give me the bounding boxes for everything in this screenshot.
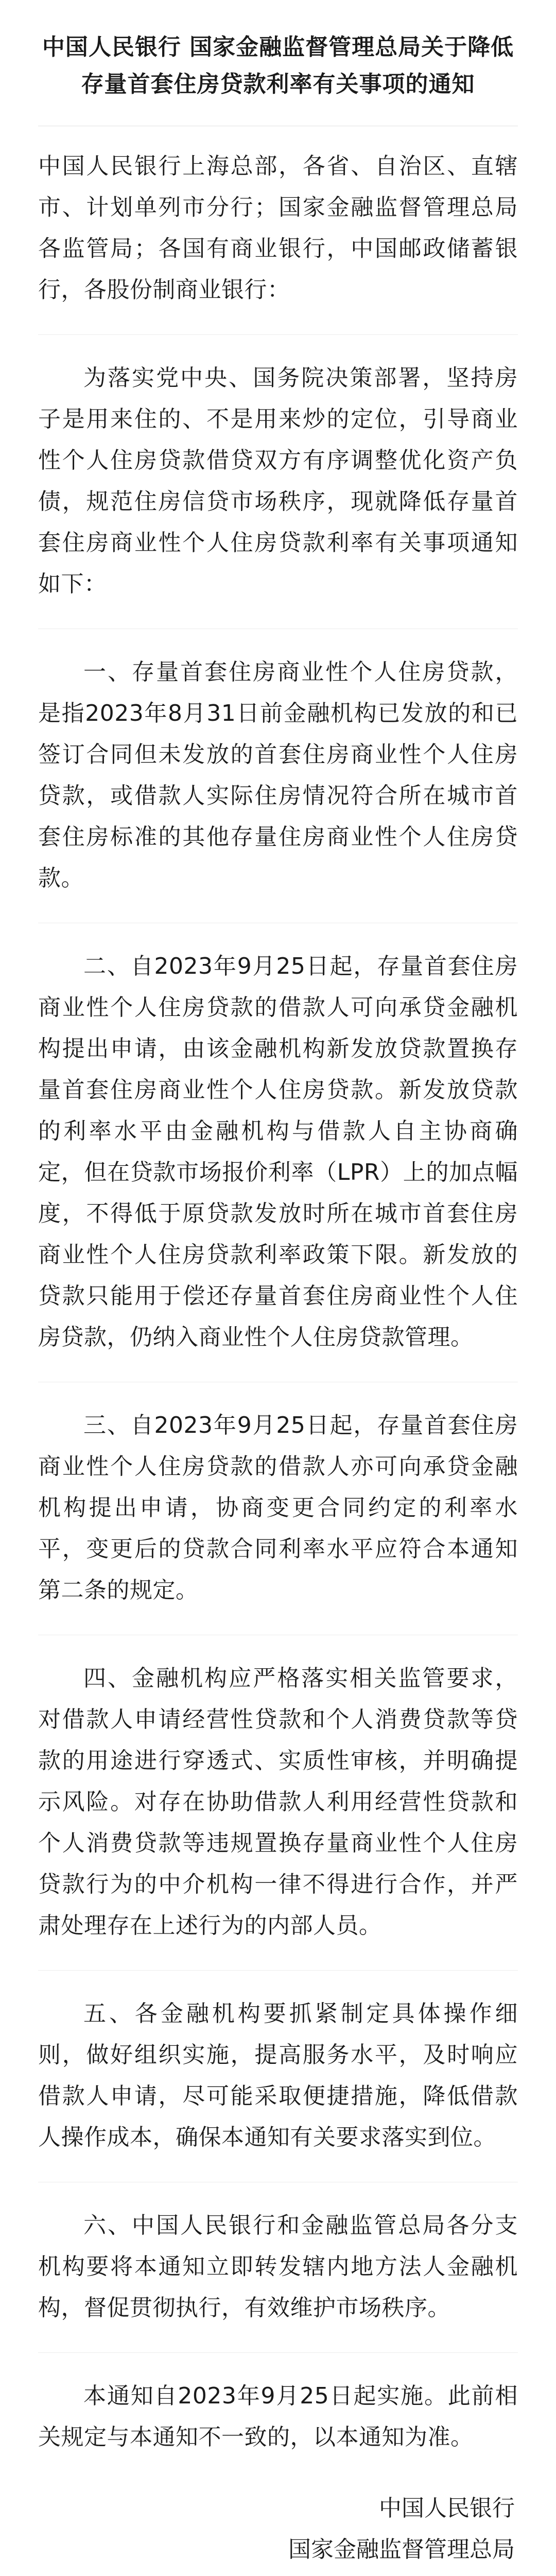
issuer-pboc: 中国人民银行 bbox=[379, 2495, 515, 2521]
signature-block bbox=[38, 2488, 518, 2576]
clause-1-paragraph: 一、存量首套住房商业性个人住房贷款，是指2023年8月31日前金融机构已发放的和已签订合同但未发放的首套住房商业性个人住房贷款，或借款人实际住房情况符合所在城市首套住房标准的其他存量住房商业性个人住房贷款。 bbox=[38, 659, 518, 891]
clause-3-paragraph: 三、自2023年9月25日起，存量首套住房商业性个人住房贷款的借款人亦可向承贷金融机构提出申请，协商变更合同约定的利率水平，变更后的贷款合同利率水平应符合本通知第二条的规定。 bbox=[38, 1412, 518, 1603]
paragraph-divider bbox=[38, 1970, 518, 1971]
effective-date-paragraph: 本通知自2023年9月25日起实施。此前相关规定与本通知不一致的，以本通知为准。 bbox=[38, 2383, 518, 2450]
clause-4-paragraph: 四、金融机构应严格落实相关监管要求，对借款人申请经营性贷款和个人消费贷款等贷款的用途进行穿透式、实质性审核，并明确提示风险。对存在协助借款人利用经营性贷款和个人消费贷款等违规置换存量商业性个人住房贷款行为的中介机构一律不得进行合作，并严肃处理存在上述行为的内部人员。 bbox=[38, 1665, 518, 1939]
issuer-nfra: 国家金融监督管理总局 bbox=[288, 2536, 515, 2563]
preamble-paragraph: 为落实党中央、国务院决策部署，坚持房子是用来住的、不是用来炒的定位，引导商业性个人住房贷款借贷双方有序调整优化资产负债，规范住房信贷市场秩序，现就降低存量首套住房商业性个人住房贷款利率有关事项通知如下： bbox=[38, 365, 518, 597]
clause-2-paragraph: 二、自2023年9月25日起，存量首套住房商业性个人住房贷款的借款人可向承贷金融机构提出申请，由该金融机构新发放贷款置换存量首套住房商业性个人住房贷款。新发放贷款的利率水平由金融机构与借款人自主协商确定，但在贷款市场报价利率（LPR）上的加点幅度，不得低于原贷款发放时所在城市首套住房商业性个人住房贷款利率政策下限。新发放的贷款只能用于偿还存量首套住房商业性个人住房贷款，仍纳入商业性个人住房贷款管理。 bbox=[38, 953, 518, 1350]
clause-6-paragraph: 六、中国人民银行和金融监管总局各分支机构要将本通知立即转发辖内地方法人金融机构，督促贯彻执行，有效维护市场秩序。 bbox=[38, 2212, 518, 2321]
paragraph-divider bbox=[38, 334, 518, 335]
issue-date bbox=[38, 2570, 515, 2576]
paragraph-divider bbox=[38, 2352, 518, 2353]
addressee-paragraph: 中国人民银行上海总部，各省、自治区、直辖市、计划单列市分行；国家金融监督管理总局各监管局；各国有商业银行，中国邮政储蓄银行，各股份制商业银行： bbox=[38, 153, 518, 303]
clause-5-paragraph: 五、各金融机构要抓紧制定具体操作细则，做好组织实施，提高服务水平，及时响应借款人申请，尽可能采取便捷措施，降低借款人操作成本，确保本通知有关要求落实到位。 bbox=[38, 2001, 518, 2150]
notice-title: 中国人民银行 国家金融监督管理总局关于降低存量首套住房贷款利率有关事项的通知 bbox=[42, 34, 514, 97]
